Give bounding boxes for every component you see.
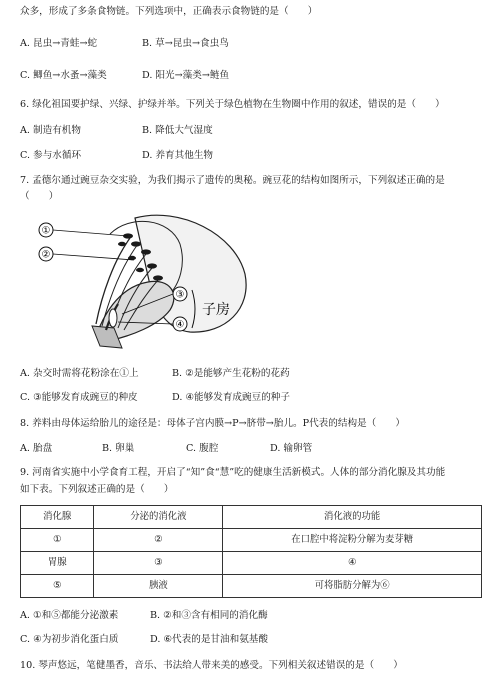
question-6-stem: 6. 绿化祖国要护绿、兴绿、护绿并举。下列关于绿色植物在生物圈中作用的叙述，错误的是（ ） [20, 99, 445, 110]
q6-option-b[interactable]: B. 降低大气湿度 [142, 125, 213, 136]
q7-option-d[interactable]: D. ④能够发育成豌豆的种子 [172, 392, 290, 403]
pea-flower-diagram [30, 214, 280, 354]
q5-option-b[interactable]: B. 草→昆虫→食虫鸟 [142, 38, 229, 49]
table-cell: 可将脂肪分解为⑥ [223, 575, 482, 598]
question-7-stem: 7. 孟德尔通过豌豆杂交实验，为我们揭示了遗传的奥秘。豌豆花的结构如图所示，下列叙述正确的是 [20, 175, 445, 186]
table-cell: 胃腺 [21, 552, 94, 575]
question-7-stem-cont: （ ） [20, 191, 59, 202]
table-cell: ④ [223, 552, 482, 575]
q8-option-b[interactable]: B. 卵巢 [102, 443, 135, 454]
table-row [21, 552, 482, 575]
table-cell: ③ [94, 552, 223, 575]
table-header: 消化液的功能 [223, 506, 482, 529]
digestive-gland-table [20, 505, 482, 598]
q7-option-c[interactable]: C. ③能够发育成豌豆的种皮 [20, 392, 138, 403]
q5-option-a[interactable]: A. 昆虫→青蛙→蛇 [20, 38, 98, 49]
q8-option-c[interactable]: C. 腹腔 [186, 443, 219, 454]
table-header: 消化腺 [21, 506, 94, 529]
table-cell: 胰液 [94, 575, 223, 598]
q7-option-b[interactable]: B. ②是能够产生花粉的花药 [172, 368, 290, 379]
table-cell: ⑤ [21, 575, 94, 598]
q8-option-a[interactable]: A. 胎盘 [20, 443, 53, 454]
question-9-stem: 9. 河南省实施中小学食育工程，开启了“知”食“慧”吃的健康生活新模式。人体的部分消化腺及其功能 [20, 467, 446, 478]
table-row [21, 575, 482, 598]
q6-option-a[interactable]: A. 制造有机物 [20, 125, 81, 136]
q9-option-d[interactable]: D. ⑥代表的是甘油和氨基酸 [150, 634, 268, 645]
table-header-row [21, 506, 482, 529]
table-row [21, 529, 482, 552]
label-4: ④ [175, 319, 185, 331]
q5-option-d[interactable]: D. 阳光→藻类→鲢鱼 [142, 70, 230, 81]
q6-option-d[interactable]: D. 养育其他生物 [142, 150, 214, 161]
ovary-label: 子房 [202, 302, 230, 318]
q6-option-c[interactable]: C. 参与水循环 [20, 150, 82, 161]
q9-option-c[interactable]: C. ④为初步消化蛋白质 [20, 634, 119, 645]
label-2: ② [41, 249, 51, 261]
table-cell: 在口腔中将淀粉分解为麦芽糖 [223, 529, 482, 552]
question-5-stem: 众多，形成了多条食物链。下列选项中，正确表示食物链的是（ ） [20, 6, 318, 17]
q9-option-b[interactable]: B. ②和③含有相同的消化酶 [150, 610, 268, 621]
table-cell: ② [94, 529, 223, 552]
label-3: ③ [175, 289, 185, 301]
q7-option-a[interactable]: A. 杂交时需将花粉涂在①上 [20, 368, 139, 379]
question-8-stem: 8. 养料由母体运给胎儿的途径是：母体子宫内膜→P→脐带→胎儿。P代表的结构是（ ） [20, 418, 406, 429]
question-9-stem-cont: 如下表。下列叙述正确的是（ ） [20, 484, 174, 495]
q8-option-d[interactable]: D. 输卵管 [270, 443, 313, 454]
label-1: ① [41, 225, 51, 237]
table-header: 分泌的消化液 [94, 506, 223, 529]
q5-option-c[interactable]: C. 鲫鱼→水蚤→藻类 [20, 70, 107, 81]
question-10-stem: 10. 琴声悠远，笔健墨香，音乐、书法给人带来美的感受。下列相关叙述错误的是（ ） [20, 660, 403, 671]
q9-option-a[interactable]: A. ①和⑤都能分泌激素 [20, 610, 119, 621]
table-cell: ① [21, 529, 94, 552]
